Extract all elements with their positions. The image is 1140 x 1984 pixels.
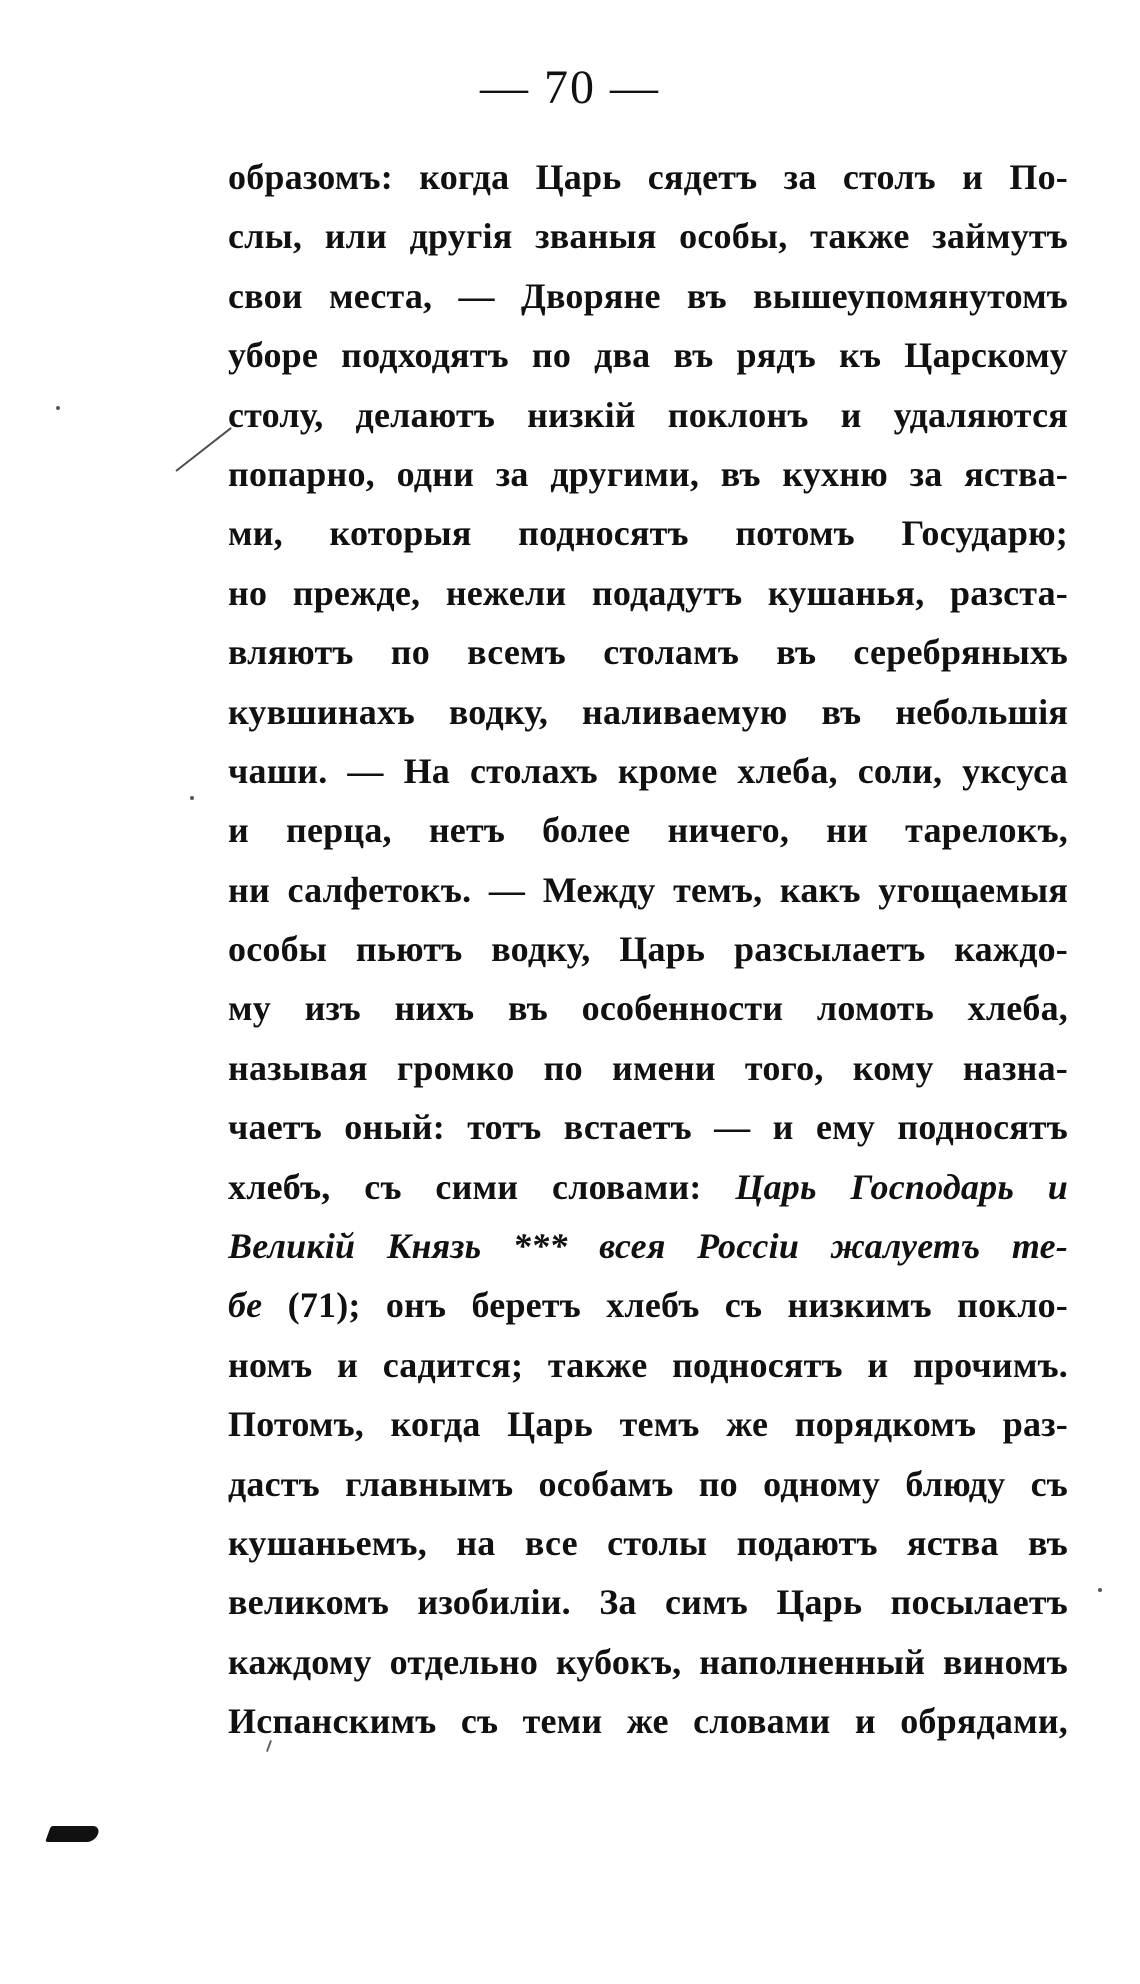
text-line-25: великомъ изобиліи. За симъ Царь посылаетъ [228,1582,1068,1623]
text-line-02: слы, или другія званыя особы, также займутъ [228,216,1068,257]
margin-dot-mark [56,406,60,410]
text-line-14: особы пьютъ водку, Царь разсылаетъ каждо- [228,929,1068,970]
margin-dot-mark [190,796,194,800]
body-text [228,148,1068,1752]
text-line-17: чаетъ оный: тотъ встаетъ — и ему подносятъ [228,1107,1068,1148]
text-line-23: дастъ главнымъ особамъ по одному блюду съ [228,1463,1068,1504]
text-line-09: вляютъ по всемъ столамъ въ серебряныхъ [228,632,1068,673]
text-line-19: Великій Князь *** всея Россіи жалуетъ те- [228,1226,1068,1267]
text-line-18-regular: хлебъ, съ сими словами: [228,1166,702,1207]
text-line-21: номъ и садится; также подносятъ и прочимъ. [228,1344,1068,1385]
text-line-07: ми, которыя подносятъ потомъ Государю; [228,513,1068,554]
text-line-20 [228,1276,1068,1335]
text-line-15: му изъ нихъ въ особенности ломоть хлеба, [228,988,1068,1029]
text-line-27: Испанскимъ съ теми же словами и обрядами, [228,1701,1068,1742]
margin-dot-mark [1098,1588,1102,1592]
page-number: — 70 — [480,61,660,114]
text-line-08: но прежде, нежели подадутъ кушанья, разста- [228,572,1068,613]
text-line-16: называя громко по имени того, кому назна- [228,1047,1068,1088]
text-line-13: ни салфетокъ. — Между темъ, какъ угощаемыя [228,869,1068,910]
text-line-12: и перца, нетъ более ничего, ни тарелокъ, [228,810,1068,851]
text-line-03: свои места, — Дворяне въ вышеупомянутомъ [228,275,1068,316]
text-line-06: попарно, одни за другими, въ кухню за яства- [228,453,1068,494]
text-line-04: уборе подходятъ по два въ рядъ къ Царскому [228,335,1068,376]
text-line-26: каждому отдельно кубокъ, наполненный виномъ [228,1641,1068,1682]
text-line-11: чаши. — На столахъ кроме хлеба, соли, уксуса [228,750,1068,791]
text-line-20-italic: бе [228,1285,263,1326]
text-line-05: столу, делаютъ низкій поклонъ и удаляются [228,394,1068,435]
ink-blot-mark [45,1826,101,1842]
text-line-20-regular: (71); онъ беретъ хлебъ съ низкимъ покло- [262,1285,1068,1326]
text-line-18 [228,1158,1068,1217]
text-line-22: Потомъ, когда Царь темъ же порядкомъ раз- [228,1404,1068,1445]
text-line-01: образомъ: когда Царь сядетъ за столъ и По- [228,157,1068,197]
pencil-stroke-mark [175,427,231,472]
text-line-24: кушаньемъ, на все столы подаютъ яства въ [228,1522,1068,1563]
text-line-18-italic: Царь Господарь и [735,1166,1068,1207]
text-line-10: кувшинахъ водку, наливаемую въ небольшія [228,691,1068,732]
